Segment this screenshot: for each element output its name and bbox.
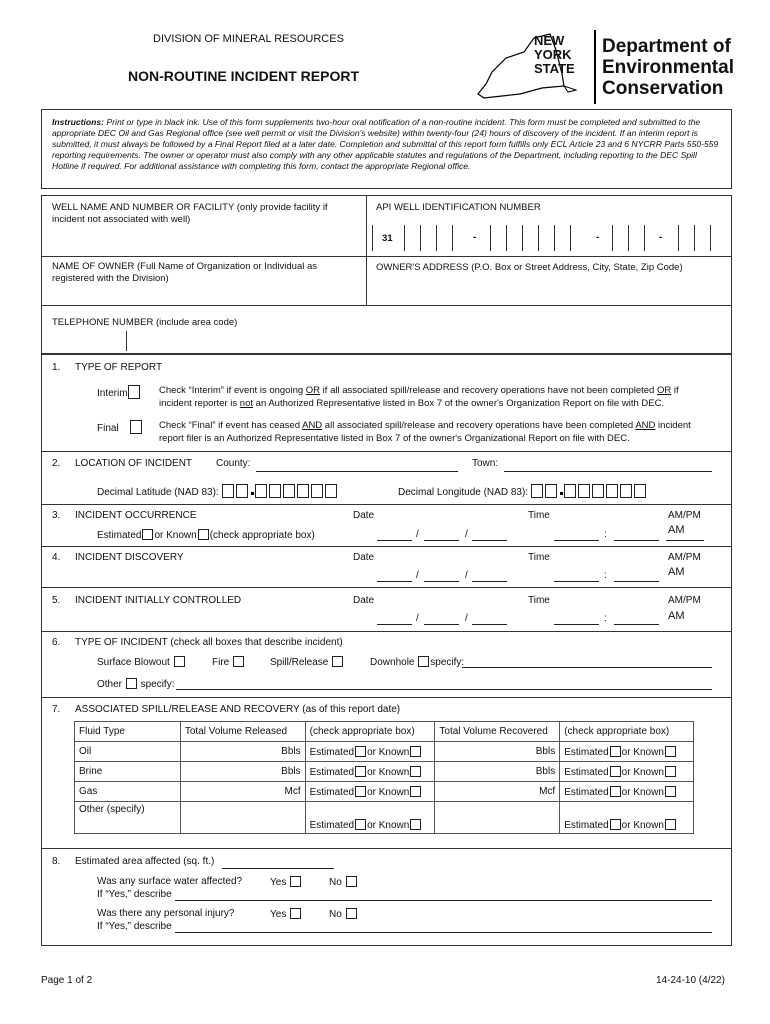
known-label: or Known	[367, 766, 410, 778]
fluid-gas: Gas	[75, 782, 181, 802]
known-label: or Known	[367, 746, 410, 758]
dept-line1: Department of	[602, 36, 731, 57]
injury-describe-label: If “Yes,” describe	[97, 921, 172, 932]
s6-number: 6.	[52, 637, 61, 648]
oil-released-unit: Bbls	[281, 746, 301, 757]
s4-slash-2: /	[465, 570, 468, 581]
owner-name-label: NAME OF OWNER (Full Name of Organization or Individual as registered with the Division)	[52, 261, 318, 284]
s3-label: INCIDENT OCCURRENCE	[75, 510, 197, 521]
s4-slash-1: /	[416, 570, 419, 581]
form-code: 14-24-10 (4/22)	[656, 975, 725, 986]
owner-row-divider	[41, 305, 732, 306]
logo-state: STATE	[534, 61, 575, 76]
api-dash-1: -	[473, 232, 477, 243]
s3-check-label: (check appropriate box)	[209, 530, 315, 541]
instructions	[52, 117, 722, 172]
logo-divider	[594, 30, 596, 104]
header-check-recovered: (check appropriate box)	[560, 722, 694, 742]
api-prefix: 31	[382, 233, 393, 244]
s5-slash-2: /	[465, 613, 468, 624]
header-total-released: Total Volume Released	[180, 722, 305, 742]
estimated-label: Estimated	[309, 820, 355, 831]
form-title: NON-ROUTINE INCIDENT REPORT	[128, 68, 359, 84]
known-label: or Known	[367, 786, 410, 798]
s8-label: Estimated area affected (sq. ft.)	[75, 856, 215, 867]
instructions-label: Instructions:	[52, 117, 105, 127]
estimated-label: Estimated	[564, 820, 609, 831]
s1-number: 1.	[52, 362, 61, 373]
fluid-oil: Oil	[75, 742, 181, 762]
s5-am-value[interactable]: AM	[668, 610, 685, 622]
owner-address-label: OWNER'S ADDRESS (P.O. Box or Street Address, City, State, Zip Code)	[376, 262, 683, 273]
town-label: Town:	[472, 458, 499, 469]
final-and2: AND	[635, 420, 656, 431]
interim-text-d: incident reporter is	[159, 398, 240, 409]
known-label: or Known	[367, 820, 410, 831]
estimated-label: Estimated	[564, 746, 609, 758]
estimated-label: Estimated	[309, 786, 355, 798]
dept-line3: Conservation	[602, 78, 724, 99]
estimated-label: Estimated	[309, 766, 355, 778]
s7-number: 7.	[52, 704, 61, 715]
s5-label: INCIDENT INITIALLY CONTROLLED	[75, 595, 242, 606]
interim-or2: OR	[656, 385, 672, 396]
known-label: or Known	[621, 746, 664, 758]
s4-time-label: Time	[528, 552, 550, 563]
surface-water-question: Was any surface water affected?	[97, 876, 243, 887]
final-and1: AND	[302, 420, 323, 431]
s4-colon: :	[604, 570, 607, 581]
api-dash-3: -	[659, 232, 663, 243]
s3-date-label: Date	[353, 510, 375, 521]
s4-am-value[interactable]: AM	[668, 566, 685, 578]
surface-water-describe-label: If “Yes,” describe	[97, 889, 172, 900]
oil-recovered-unit: Bbls	[535, 746, 556, 757]
logo-york: YORK	[534, 47, 572, 62]
estimated-label: Estimated	[309, 746, 355, 758]
final-text-a: Check “Final” if event has ceased	[159, 420, 303, 431]
yes-label: Yes	[270, 877, 287, 888]
final-text-b: all associated spill/release and recovery operations have been completed	[322, 420, 636, 431]
interim-text-e: an Authorized Representative listed in Box 7 of the owner's Organization Report on file with DEC.	[253, 398, 665, 409]
page-number: Page 1 of 2	[41, 975, 93, 986]
interim-text-c: if	[671, 385, 679, 396]
injury-question: Was there any personal injury?	[97, 908, 235, 919]
s2-label: LOCATION OF INCIDENT	[75, 458, 193, 469]
s2-number: 2.	[52, 458, 61, 469]
s4-number: 4.	[52, 552, 61, 563]
owner-name-field[interactable]	[52, 285, 357, 303]
well-info-divider	[366, 195, 367, 305]
s5-ampm-label: AM/PM	[668, 595, 701, 606]
interim-label: Interim	[97, 388, 128, 399]
final-text-line2: report filer is an Authorized Representative listed in Box 7 of the owner's Organizational Report on file with DEC.	[159, 433, 630, 444]
fire-label: Fire	[212, 657, 230, 668]
s5-slash-1: /	[416, 613, 419, 624]
final-label: Final	[97, 423, 119, 434]
s5-colon: :	[604, 613, 607, 624]
s3-ampm-label: AM/PM	[668, 510, 701, 521]
s3-known-label: or Known	[154, 530, 197, 541]
gas-released-unit: Mcf	[284, 786, 301, 797]
s3-estimated-label: Estimated	[97, 530, 142, 541]
s5-time-label: Time	[528, 595, 550, 606]
s3-am-value[interactable]: AM	[668, 524, 685, 536]
well-name-field[interactable]	[52, 222, 357, 252]
header-total-recovered: Total Volume Recovered	[435, 722, 560, 742]
s5-date-label: Date	[353, 595, 375, 606]
no-label: No	[329, 877, 342, 888]
s4-label: INCIDENT DISCOVERY	[75, 552, 184, 563]
well-row-divider	[41, 256, 732, 257]
blowout-label: Surface Blowout	[97, 657, 170, 668]
s3-colon: :	[604, 529, 607, 540]
known-label: or Known	[621, 820, 664, 831]
telephone-label: TELEPHONE NUMBER (include area code)	[52, 317, 238, 328]
header-check-released: (check appropriate box)	[305, 722, 435, 742]
longitude-label: Decimal Longitude (NAD 83):	[398, 487, 529, 498]
yes-label: Yes	[270, 909, 287, 920]
s4-ampm-label: AM/PM	[668, 552, 701, 563]
division-name: DIVISION OF MINERAL RESOURCES	[153, 33, 344, 45]
other-specify-label: specify:	[140, 679, 175, 690]
county-label: County:	[216, 458, 251, 469]
telephone-field[interactable]	[52, 333, 352, 351]
final-text-c: incident	[655, 420, 691, 431]
nys-logo	[472, 28, 592, 108]
s7-label: ASSOCIATED SPILL/RELEASE AND RECOVERY (as of this report date)	[75, 704, 401, 715]
estimated-label: Estimated	[564, 766, 609, 778]
sections-frame	[41, 354, 732, 946]
owner-address-field[interactable]	[376, 280, 716, 302]
interim-or1: OR	[305, 385, 321, 396]
interim-text-a: Check “Interim” if event is ongoing	[159, 385, 306, 396]
s6-label: TYPE OF INCIDENT (check all boxes that describe incident)	[75, 637, 343, 648]
interim-text-b: if all associated spill/release and recovery operations have not been completed	[320, 385, 657, 396]
known-label: or Known	[621, 766, 664, 778]
brine-recovered-unit: Bbls	[535, 766, 556, 777]
s1-label: TYPE OF REPORT	[75, 362, 163, 373]
s3-time-label: Time	[528, 510, 550, 521]
header-fluid-type: Fluid Type	[75, 722, 181, 742]
api-label: API WELL IDENTIFICATION NUMBER	[376, 202, 541, 213]
instructions-text: Print or type in black ink. Use of this form supplements two-hour oral notification of a non-routine incident. This form must be completed and submitted to the appropriate DEC Oil and Gas Regional office (see well permit or visit the Division's website) within twenty-four (24) hours of discovery of the incident. If an interim report is submitted, it must always be followed by a Final Report filed at a later date. Completion and submittal of this report form fulfills only ECL Article 23 and 6 NYCRR Parts 550-559 reporting requirements. The owner or operator must also comply with any other applicable statutes and regulations of the Department, including reporting to the DEC Spill Hotline if required. For additional assistance with completing this form, contact the appropriate Regional office.	[52, 117, 719, 171]
known-label: or Known	[621, 786, 664, 798]
no-label: No	[329, 909, 342, 920]
s3-slash-2: /	[465, 529, 468, 540]
interim-not: not	[239, 398, 254, 409]
s3-number: 3.	[52, 510, 61, 521]
fluid-brine: Brine	[75, 762, 181, 782]
s8-number: 8.	[52, 856, 61, 867]
gas-recovered-unit: Mcf	[539, 786, 556, 797]
api-dash-2: -	[596, 232, 600, 243]
other-label: Other	[97, 679, 123, 690]
estimated-label: Estimated	[564, 786, 609, 798]
s5-number: 5.	[52, 595, 61, 606]
dept-line2: Environmental	[602, 57, 734, 78]
downhole-label: Downhole	[370, 657, 415, 668]
downhole-specify-label: specify:	[430, 657, 465, 668]
brine-released-unit: Bbls	[281, 766, 301, 777]
well-name-label: WELL NAME AND NUMBER OR FACILITY (only provide facility if incident not associated with well)	[52, 202, 328, 225]
fluid-other[interactable]: Other (specify)	[75, 802, 181, 834]
s4-date-label: Date	[353, 552, 375, 563]
latitude-label: Decimal Latitude (NAD 83):	[97, 487, 219, 498]
api-number-field[interactable]	[372, 225, 712, 251]
spill-label: Spill/Release	[270, 657, 329, 668]
s3-slash-1: /	[416, 529, 419, 540]
logo-new: NEW	[534, 33, 565, 48]
